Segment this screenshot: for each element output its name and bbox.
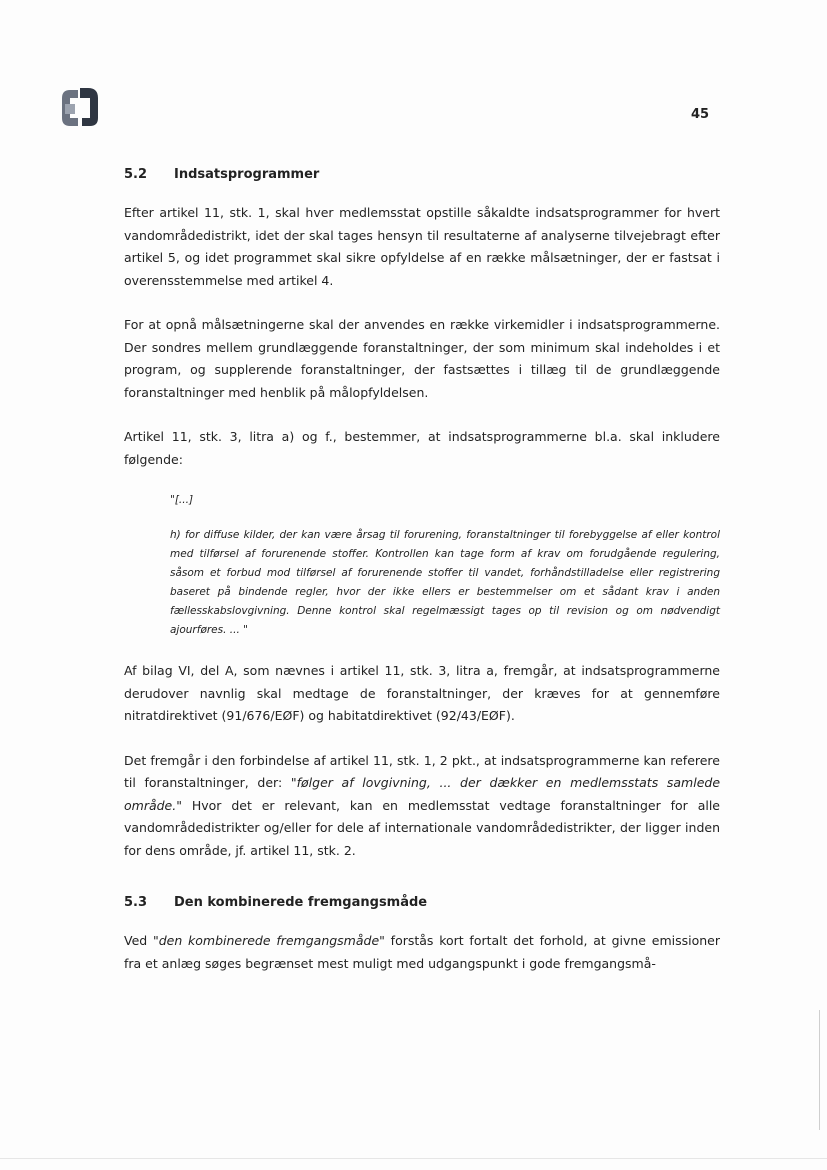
- publisher-logo-icon: [56, 84, 102, 130]
- section-number: 5.2: [124, 167, 148, 182]
- scan-footer-line: [0, 1158, 827, 1159]
- section-title: Den kombinerede fremgangsmåde: [174, 895, 428, 910]
- page-number: 45: [691, 107, 710, 122]
- paragraph-text: Ved ": [124, 933, 159, 948]
- section-number: 5.3: [124, 895, 148, 910]
- paragraph: Artikel 11, stk. 3, litra a) og f., bestemmer, at indsatsprogrammerne bl.a. skal inkludere følgende:: [124, 429, 720, 467]
- paragraph: Af bilag VI, del A, som nævnes i artikel 11, stk. 3, litra a, fremgår, at indsatsprogrammerne derudover navnlig skal medtage de foranstaltninger, der kræves for at gennemføre nitratdirektivet (91/676/EØF) og habitatdirektivet (92/43/EØF).: [124, 663, 720, 723]
- paragraph-text: Det fremgår i den forbindelse af artikel 11, stk. 1, 2 pkt., at indsatsprogrammerne kan referere til foranstaltninger, der:: [124, 752, 720, 790]
- scan-edge-mark: [819, 1010, 820, 1130]
- document-body: [124, 164, 720, 975]
- section-title: Indsatsprogrammer: [174, 167, 320, 182]
- quoted-phrase: "følger af lovgivning, ... der dækker en medlemsstats samlede område.": [124, 775, 721, 813]
- paragraph-text: forstås kort fortalt det forhold, at givne emissioner fra et anlæg søges begrænset mest muligt med udgangspunkt i gode fremgangsmå-: [124, 933, 720, 971]
- paragraph: [124, 750, 720, 863]
- quote-text: h) for diffuse kilder, der kan være årsag til forurening, foranstaltninger til forebyggelse af eller kontrol med tilførsel af forurenende stoffer. Kontrollen kan tage form af krav om forudgående regulering, såsom et forbud mod tilførsel af forurenende stoffer til vandet, forhåndstilladelse eller registrering baseret på bindende regler, hvor der ikke ellers er bestemmelser om et sådant krav i anden fællesskabslovgivning. Denne kontrol skal regelmæssigt tages op til revision og om nødvendigt ajourføres. ... ": [170, 529, 720, 636]
- quote-opening: "[...]: [170, 494, 194, 506]
- paragraph-text: Hvor det er relevant, kan en medlemsstat vedtage foranstaltninger for alle vandområdedistrikter og/eller for dele af internationale vandområdedistrikter, der ligger inden for dens område, jf. artikel 11, stk. 2.: [124, 797, 720, 858]
- section-heading-5-3: [124, 892, 720, 914]
- scan-header-noise: [0, 0, 827, 60]
- paragraph: [124, 930, 720, 975]
- paragraph: For at opnå målsætningerne skal der anvendes en række virkemidler i indsatsprogrammerne. Der sondres mellem grundlæggende foranstaltninger, der som minimum skal indeholdes i et program, og supplerende foranstaltninger, der fastsættes i tillæg til de grundlæggende foranstaltninger med henblik på målopfyldelsen.: [124, 317, 720, 400]
- quoted-phrase: den kombinerede fremgangsmåde": [158, 933, 385, 948]
- paragraph: Efter artikel 11, stk. 1, skal hver medlemsstat opstille såkaldte indsatsprogrammer for hvert vandområdedistrikt, idet der skal tages hensyn til resultaterne af analyserne tilvejebragt efter artikel 5, og idet programmet skal sikre opfyldelse af en række målsætninger, der er fastsat i overensstemmelse med artikel 4.: [124, 205, 720, 288]
- section-heading-5-2: [124, 164, 720, 186]
- block-quote: [170, 491, 720, 640]
